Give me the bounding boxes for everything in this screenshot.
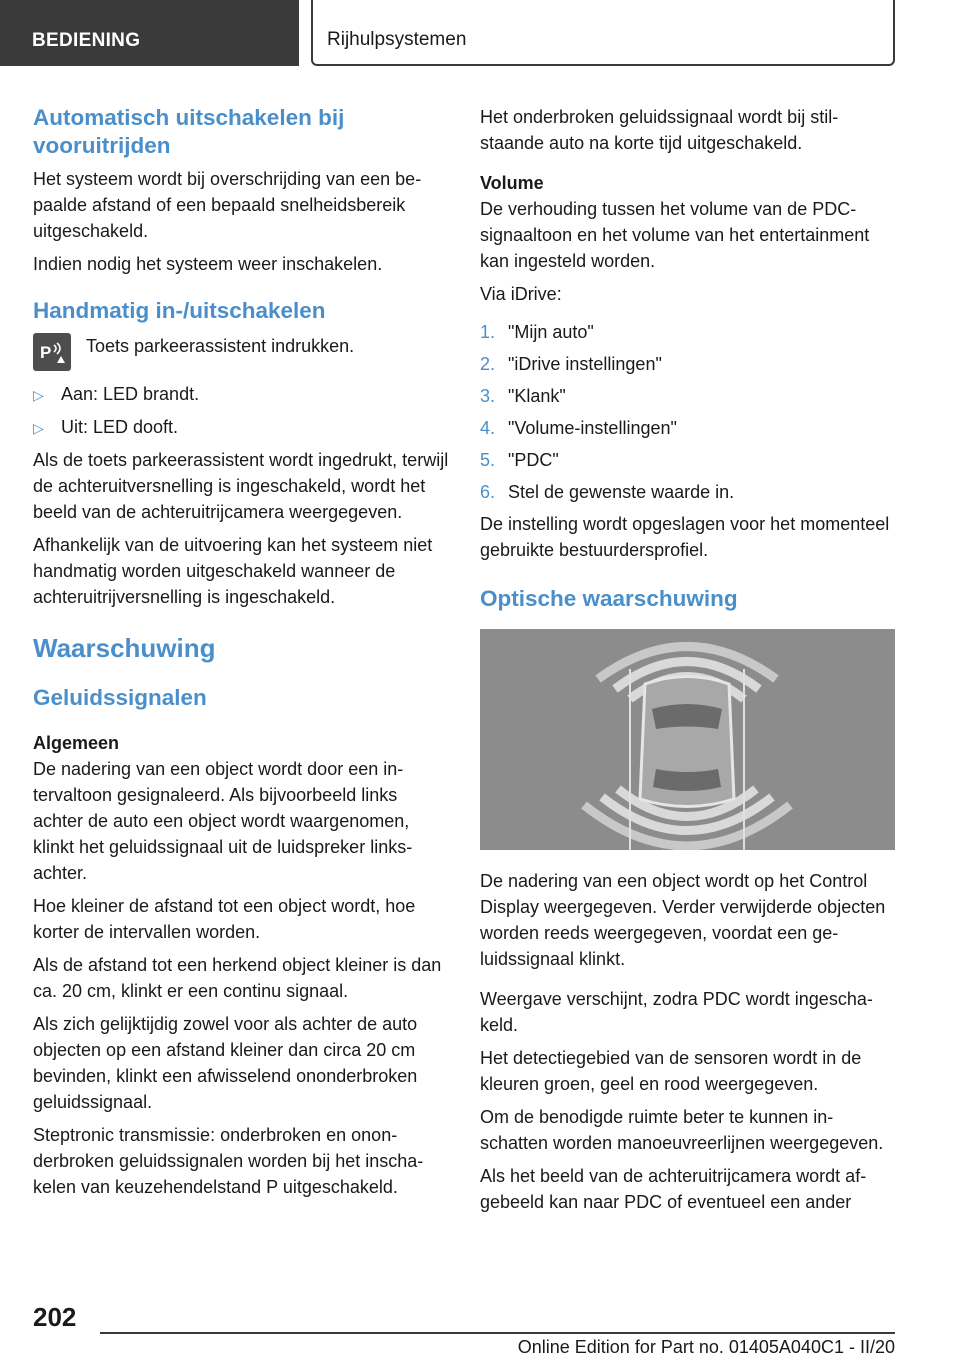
list-item: 3. "Klank" [480,386,566,406]
left-column [33,104,451,1207]
paragraph: Hoe kleiner de afstand tot een object wordt, hoe korter de intervallen worden. [33,896,416,942]
heading-warning: Waarschuwing [33,633,216,663]
svg-text:P: P [40,343,52,362]
paragraph: Via iDrive: [480,284,562,304]
paragraph: Afhankelijk van de uitvoering kan het systeem niet handmatig worden uitgeschakeld wanneer de achteruitrijversnelling is ingeschakeld. [33,535,433,607]
chapter-title: Rijhulpsystemen [311,0,895,66]
parking-assistant-button-icon [33,333,71,371]
heading-auto-off: Automatisch uitschakelen bij vooruitrijden [33,105,345,158]
paragraph: Het systeem wordt bij overschrijding van een bepaalde afstand of een bepaald snelheidsbereik uitgeschakeld. [33,169,422,241]
heading-sound: Geluidssignalen [33,685,207,710]
list-item: 2. "iDrive instellingen" [480,354,662,374]
list-item: ▷ Aan: LED brandt. [33,381,451,408]
icon-instruction [33,333,451,371]
paragraph: Als de afstand tot een herkend object kleiner is dan ca. 20 cm, klinkt er een continu signaal. [33,955,442,1001]
icon-instruction-text: Toets parkeerassistent indrukken. [86,336,355,356]
paragraph: Om de benodigde ruimte beter te kunnen inschatten worden manoeuvreerlijnen weergegeven. [480,1107,884,1153]
paragraph: Weergave verschijnt, zodra PDC wordt ingeschakeld. [480,989,873,1035]
page-number: 202 [33,1302,77,1332]
paragraph: De nadering van een object wordt op het Control Display weergegeven. Verder verwijderde objecten worden reeds weergegeven, voordat een geluidssignaal klinkt. [480,871,886,969]
paragraph: De verhouding tussen het volume van de PDC-signaaltoon en het volume van het entertainment kan ingesteld worden. [480,199,870,271]
list-item: 5. "PDC" [480,450,559,470]
right-column [480,104,895,1222]
heading-manual: Handmatig in-/uitschakelen [33,298,326,323]
triangle-bullet-icon: ▷ [33,420,44,436]
paragraph: Steptronic transmissie: onderbroken en ononderbroken geluidssignalen worden bij het inschakelen van keuzehendelstand P uitgeschakeld. [33,1125,424,1197]
section-tab: BEDIENING [0,0,299,66]
triangle-bullet-icon: ▷ [33,387,44,403]
heading-optical-warning: Optische waarschuwing [480,586,738,611]
edition-note: Online Edition for Part no. 01405A040C1 - II/20 [517,1337,895,1357]
paragraph: Als het beeld van de achteruitrijcamera wordt afgebeeld kan naar PDC of eventueel een ander [480,1166,867,1212]
list-item: ▷ Uit: LED dooft. [33,414,451,441]
paragraph: Het detectiegebied van de sensoren wordt in de kleuren groen, geel en rood weergegeven. [480,1048,862,1094]
paragraph: De nadering van een object wordt door een intervaltoon gesignaleerd. Als bijvoorbeeld links achter de auto een object wordt waargenomen, klinkt het geluidssignaal uit de luidspreker linksachter. [33,759,413,883]
heading-general: Algemeen [33,733,120,753]
paragraph: Als de toets parkeerassistent wordt ingedrukt, terwijl de achteruitversnelling is ingeschakeld, wordt het beeld van de achteruitrijcamera weergegeven. [33,450,449,522]
paragraph: De instelling wordt opgeslagen voor het momenteel gebruikte bestuurdersprofiel. [480,514,890,560]
heading-volume: Volume [480,173,544,193]
list-item: 1. "Mijn auto" [480,322,594,342]
paragraph: Het onderbroken geluidssignaal wordt bij stilstaande auto na korte tijd uitgeschakeld. [480,107,839,153]
paragraph: Als zich gelijktijdig zowel voor als achter de auto objecten op een afstand kleiner dan circa 20 cm bevinden, klinkt een afwisselend ononderbroken geluidssignaal. [33,1014,418,1112]
pdc-display-illustration [480,629,895,850]
footer-divider [100,1332,895,1334]
page-header [0,0,960,66]
list-item: 4. "Volume-instellingen" [480,418,677,438]
paragraph: Indien nodig het systeem weer inschakelen. [33,254,383,274]
list-item: 6. Stel de gewenste waarde in. [480,482,735,502]
pdc-car-graphic [480,629,895,850]
